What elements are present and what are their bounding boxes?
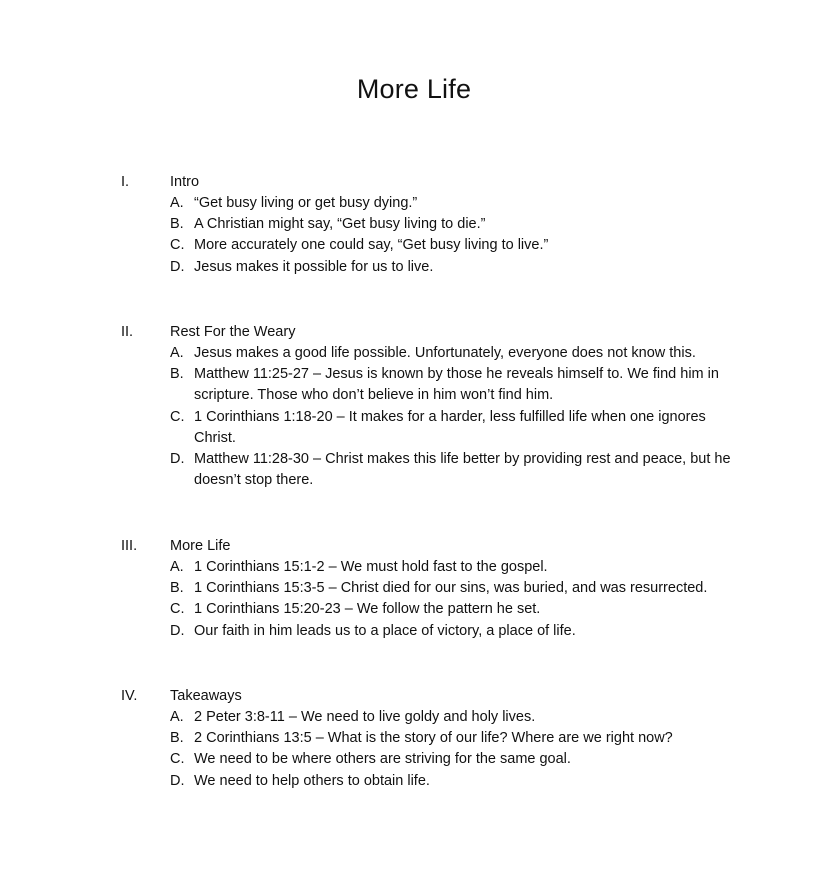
subpoint	[170, 214, 734, 235]
subpoint	[170, 728, 734, 749]
subpoint-letter: B.	[170, 580, 184, 597]
subpoint-text: We need to help others to obtain life.	[194, 772, 430, 789]
subpoint-text: Jesus makes a good life possible. Unfortunately, everyone does not know this.	[194, 345, 696, 361]
subpoint	[170, 343, 734, 364]
section-heading: Intro	[170, 174, 200, 190]
subpoint-text: 1 Corinthians 15:3-5 – Christ died for our sins, was buried, and was resurrected.	[194, 580, 708, 597]
subpoint	[170, 449, 734, 491]
subpoint	[170, 578, 734, 599]
subpoint-letter: B.	[170, 216, 184, 233]
subpoint-text: Jesus makes it possible for us to live.	[194, 258, 434, 275]
outline-section-rest-for-the-weary	[0, 321, 828, 491]
subpoint	[170, 599, 734, 620]
subpoint-letter: B.	[170, 730, 184, 747]
subpoint-text: Matthew 11:25-27 – Jesus is known by those he reveals himself to. We find him in scripture. Those who don’t believe in him won’t find him.	[194, 366, 719, 404]
subpoint	[170, 621, 734, 642]
section-heading: Takeaways	[170, 688, 242, 704]
subpoint-text: 2 Corinthians 13:5 – What is the story of our life? Where are we right now?	[194, 730, 673, 747]
section-numeral: III.	[121, 538, 138, 554]
subpoint-list	[0, 557, 828, 642]
subpoint-letter: A.	[170, 559, 184, 575]
subpoint-letter: D.	[170, 622, 185, 639]
page-title: More Life	[356, 74, 472, 104]
subpoint-letter: D.	[170, 772, 185, 789]
outline-section-more-life	[0, 535, 828, 642]
subpoint-list	[0, 707, 828, 792]
subpoint-letter: A.	[170, 345, 184, 361]
outline-section-intro	[0, 171, 828, 278]
subpoint	[170, 771, 734, 792]
subpoint	[170, 193, 734, 214]
outline-section-takeaways	[0, 685, 828, 792]
subpoint-letter: C.	[170, 237, 185, 254]
subpoint-letter: B.	[170, 366, 184, 383]
section-header	[0, 321, 828, 343]
section-header	[0, 685, 828, 707]
section-numeral: I.	[121, 174, 130, 190]
subpoint-text: 2 Peter 3:8-11 – We need to live goldy and holy lives.	[194, 709, 536, 725]
subpoint	[170, 557, 734, 578]
subpoint-list	[0, 193, 828, 278]
subpoint-letter: D.	[170, 451, 185, 468]
subpoint	[170, 257, 734, 278]
subpoint-list	[0, 343, 828, 491]
section-heading: Rest For the Weary	[170, 324, 296, 340]
subpoint-letter: C.	[170, 408, 185, 425]
subpoint	[170, 749, 734, 770]
subpoint-text: “Get busy living or get busy dying.”	[194, 195, 418, 211]
section-header	[0, 171, 828, 193]
subpoint-text: 1 Corinthians 15:1-2 – We must hold fast to the gospel.	[194, 559, 548, 575]
section-numeral: II.	[121, 324, 134, 340]
subpoint-letter: C.	[170, 751, 185, 768]
subpoint-text: Matthew 11:28-30 – Christ makes this life better by providing rest and peace, but he doesn’t stop there.	[194, 451, 731, 489]
subpoint	[170, 364, 734, 406]
section-header	[0, 535, 828, 557]
section-heading: More Life	[170, 538, 231, 554]
subpoint-letter: A.	[170, 709, 184, 725]
subpoint-text: We need to be where others are striving for the same goal.	[194, 751, 571, 768]
subpoint-letter: A.	[170, 195, 184, 211]
subpoint-text: More accurately one could say, “Get busy living to live.”	[194, 237, 549, 254]
subpoint	[170, 235, 734, 256]
subpoint-letter: C.	[170, 601, 185, 618]
subpoint-letter: D.	[170, 258, 185, 275]
subpoint-text: A Christian might say, “Get busy living to die.”	[194, 216, 486, 233]
subpoint-text: Our faith in him leads us to a place of victory, a place of life.	[194, 622, 576, 639]
subpoint	[170, 407, 734, 449]
section-numeral: IV.	[121, 688, 138, 704]
subpoint	[170, 707, 734, 728]
subpoint-text: 1 Corinthians 15:20-23 – We follow the pattern he set.	[194, 601, 541, 618]
subpoint-text: 1 Corinthians 1:18-20 – It makes for a harder, less fulfilled life when one ignores Christ.	[194, 408, 706, 446]
